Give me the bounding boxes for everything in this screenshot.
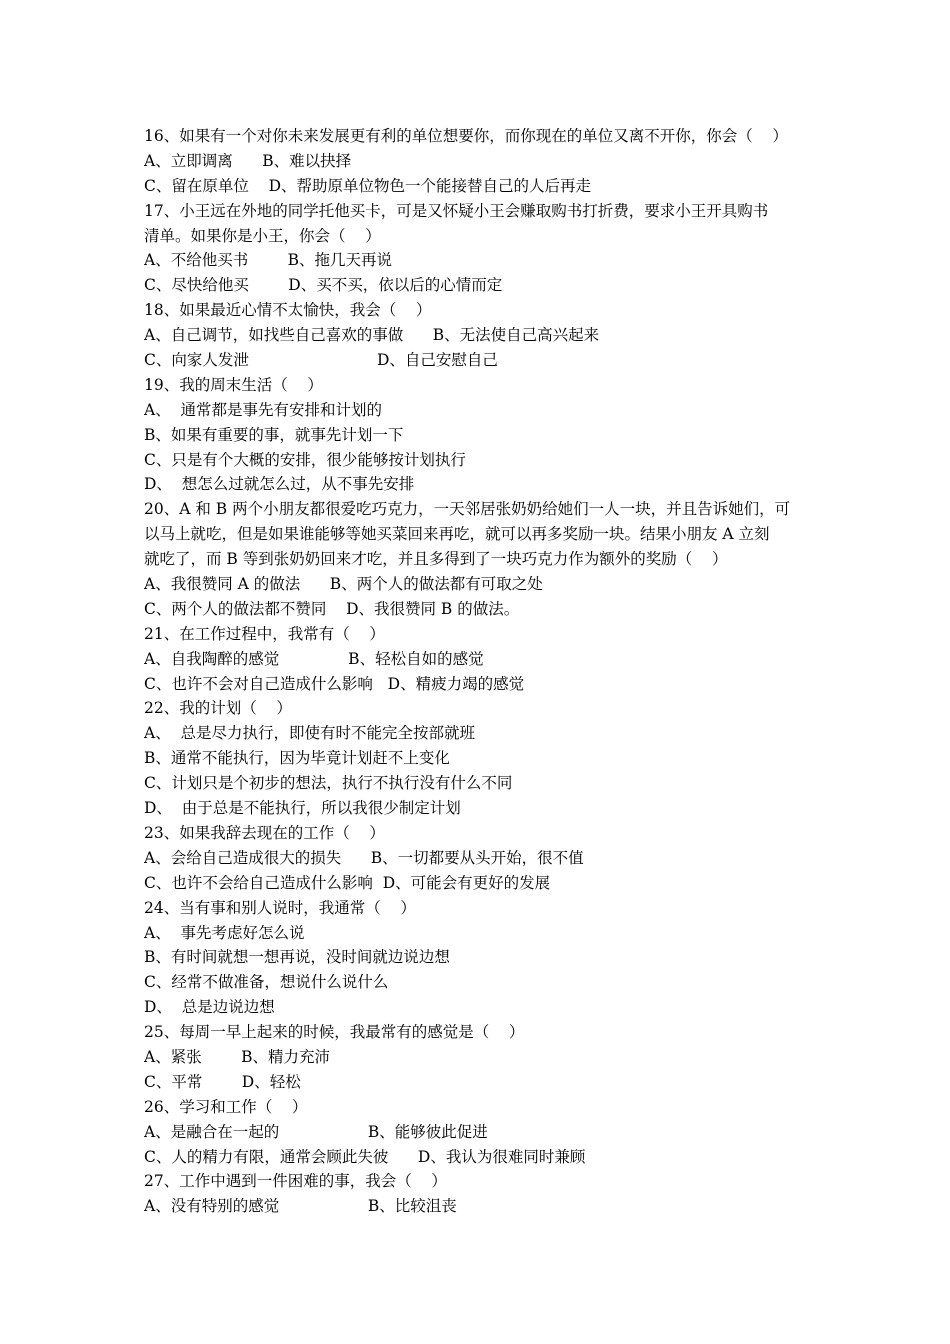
text-line: 清单。如果你是小王，你会（ ） (144, 226, 381, 245)
question-line: 26、学习和工作（ ） (144, 1097, 308, 1116)
option-line: A、立即调离 B、难以抉择 (144, 151, 352, 170)
option-line: C、留在原单位 D、帮助原单位物色一个能接替自己的人后再走 (144, 176, 591, 195)
option-line: A、 通常都是事先有安排和计划的 (144, 400, 383, 419)
question-line: 22、我的计划（ ） (144, 699, 292, 718)
option-line: C、也许不会对自己造成什么影响 D、精疲力竭的感觉 (144, 674, 525, 693)
option-line: A、会给自己造成很大的损失 B、一切都要从头开始，很不值 (144, 848, 584, 867)
option-line: D、 总是边说边想 (144, 998, 275, 1017)
option-line: B、通常不能执行，因为毕竟计划赶不上变化 (144, 749, 450, 768)
option-line: C、平常 D、轻松 (144, 1072, 301, 1091)
option-line: A、 总是尽力执行，即使有时不能完全按部就班 (144, 724, 476, 743)
option-line: C、向家人发泄 D、自己安慰自己 (144, 351, 498, 370)
question-line: 27、工作中遇到一件困难的事，我会（ ） (144, 1172, 447, 1191)
question-line: 20、A 和 B 两个小朋友都很爱吃巧克力，一天邻居张奶奶给她们一人一块，并且告诉她们，可 (144, 500, 791, 519)
option-line: D、 想怎么过就怎么过，从不事先安排 (144, 475, 415, 494)
text-line: 就吃了，而 B 等到张奶奶回来才吃，并且多得到了一块巧克力作为额外的奖励（ ） (144, 550, 728, 569)
option-line: C、尽快给他买 D、买不买，依以后的心情而定 (144, 276, 503, 295)
option-line: D、 由于总是不能执行，所以我很少制定计划 (144, 799, 461, 818)
question-text-block (144, 124, 812, 1219)
option-line: C、两个人的做法都不赞同 D、我很赞同 B 的做法。 (144, 599, 520, 618)
question-line: 19、我的周末生活（ ） (144, 375, 323, 394)
question-line: 25、每周一早上起来的时候，我最常有的感觉是（ ） (144, 1023, 525, 1042)
option-line: A、 事先考虑好怎么说 (144, 923, 305, 942)
option-line: C、经常不做准备，想说什么说什么 (144, 973, 389, 992)
question-line: 21、在工作过程中，我常有（ ） (144, 624, 385, 643)
option-line: A、没有特别的感觉 B、比较沮丧 (144, 1197, 457, 1216)
option-line: A、我很赞同 A 的做法 B、两个人的做法都有可取之处 (144, 575, 543, 594)
option-line: C、人的精力有限，通常会顾此失彼 D、我认为很难同时兼顾 (144, 1147, 586, 1166)
question-line: 24、当有事和别人说时，我通常（ ） (144, 898, 416, 917)
option-line: C、计划只是个初步的想法，执行不执行没有什么不同 (144, 774, 513, 793)
question-line: 18、如果最近心情不太愉快，我会（ ） (144, 301, 432, 320)
question-line: 16、如果有一个对你未来发展更有利的单位想要你，而你现在的单位又离不开你，你会（ ） (144, 127, 788, 145)
option-line: B、如果有重要的事，就事先计划一下 (144, 425, 404, 444)
question-line: 17、小王远在外地的同学托他买卡，可是又怀疑小王会赚取购书打折费，要求小王开具购书 (144, 201, 769, 220)
option-line: A、紧张 B、精力充沛 (144, 1047, 331, 1066)
option-line: A、不给他买书 B、拖几天再说 (144, 251, 393, 270)
option-line: C、也许不会给自己造成什么影响 D、可能会有更好的发展 (144, 873, 551, 892)
text-line: 以马上就吃，但是如果谁能够等她买菜回来再吃，就可以再多奖励一块。结果小朋友 A 立刻 (144, 525, 770, 544)
option-line: B、有时间就想一想再说，没时间就边说边想 (144, 948, 450, 967)
option-line: A、是融合在一起的 B、能够彼此促进 (144, 1122, 488, 1141)
option-line: A、自己调节，如找些自己喜欢的事做 B、无法使自己高兴起来 (144, 326, 600, 345)
option-line: A、自我陶醉的感觉 B、轻松自如的感觉 (144, 649, 484, 668)
question-line: 23、如果我辞去现在的工作（ ） (144, 823, 385, 842)
option-line: C、只是有个大概的安排，很少能够按计划执行 (144, 450, 466, 469)
